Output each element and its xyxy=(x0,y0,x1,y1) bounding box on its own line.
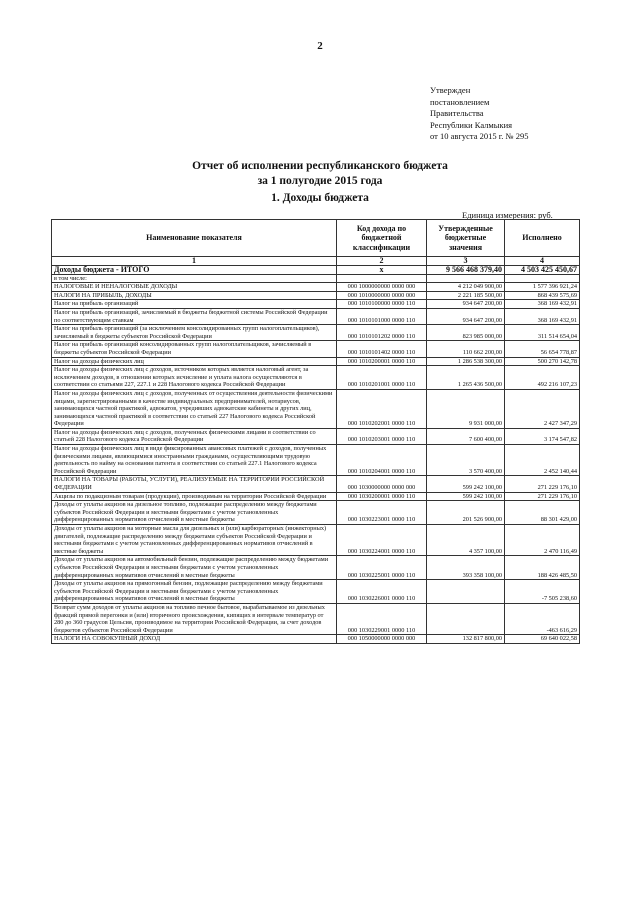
row-approved: 4 212 049 900,00 xyxy=(427,283,505,292)
row-executed: 271 229 176,10 xyxy=(505,492,580,501)
header-code: Код дохода по бюджетной классификации xyxy=(337,220,427,257)
row-name: Налог на доходы физических лиц в виде фиксированных авансовых платежей с доходов, полученных физическими лицами, являющимися иностранными гражданами, осуществляющими трудовую деятельность по найму на основании патента в соответствии со статьей 227.1 Налогового кодекса Российской Федерации xyxy=(52,445,337,476)
row-name: НАЛОГИ НА СОВОКУПНЫЙ ДОХОД xyxy=(52,635,337,644)
row-approved: 9 931 000,00 xyxy=(427,389,505,428)
row-code: 000 1010202001 0000 110 xyxy=(337,389,427,428)
row-executed: 2 470 116,49 xyxy=(505,525,580,556)
row-approved xyxy=(427,580,505,604)
page-number: 2 xyxy=(317,40,323,52)
row-executed: 3 174 547,82 xyxy=(505,428,580,444)
row-name: Доходы от уплаты акцизов на автомобильный бензин, подлежащие распределению между бюджетами субъектов Российской Федерации и местными бюджетами с учетом установленных дифференцированных нормативов отчислений в местные бюджеты xyxy=(52,556,337,580)
table-row xyxy=(52,300,580,309)
row-code: 000 1010101202 0000 110 xyxy=(337,325,427,341)
row-name: НАЛОГИ НА ПРИБЫЛЬ, ДОХОДЫ xyxy=(52,291,337,300)
row-code: 000 1010101000 0000 110 xyxy=(337,308,427,324)
row-code: 000 1030225001 0000 110 xyxy=(337,556,427,580)
table-row xyxy=(52,308,580,324)
approval-block xyxy=(430,85,529,143)
row-approved: 599 242 100,00 xyxy=(427,476,505,492)
row-name: Акцизы по подакцизным товарам (продукции), производимым на территории Российской Федерации xyxy=(52,492,337,501)
table-row xyxy=(52,366,580,390)
row-code: 000 1010203001 0000 110 xyxy=(337,428,427,444)
table-row xyxy=(52,603,580,634)
table-row xyxy=(52,428,580,444)
row-name: Возврат сумм доходов от уплаты акцизов на топливо печное бытовое, вырабатываемое из дизельных фракций прямой перегонки и (или) вторичного происхождения, кипящих в интервале температур от 280 до 360 градусов Цельсия, производимое на территории Российской Федерации, за счет доходов бюджетов субъектов Российской Федерации xyxy=(52,603,337,634)
table-row xyxy=(52,445,580,476)
row-name: Налог на прибыль организаций, зачисляемый в бюджеты бюджетной системы Российской Федерации по соответствующим ставкам xyxy=(52,308,337,324)
row-executed: 188 426 485,50 xyxy=(505,556,580,580)
row-code: 000 1030226001 0000 110 xyxy=(337,580,427,604)
row-name: Доходы от уплаты акцизов на дизельное топливо, подлежащие распределению между бюджетами субъектов Российской Федерации и местными бюджетами с учетом установленных дифференцированных нормативов отчислений в местные бюджеты xyxy=(52,501,337,525)
row-executed: 500 270 142,78 xyxy=(505,357,580,366)
row-name: Доходы от уплаты акцизов на моторные масла для дизельных и (или) карбюраторных (инжекторных) двигателей, подлежащие распределению между бюджетами субъектов Российской Федерации и местными бюджетами с учетом установленных дифференцированных нормативов отчислений в местные бюджеты xyxy=(52,525,337,556)
row-code: 000 1010000000 0000 000 xyxy=(337,291,427,300)
row-approved: 4 357 100,00 xyxy=(427,525,505,556)
row-approved: 1 286 538 300,00 xyxy=(427,357,505,366)
header-name: Наименование показателя xyxy=(52,220,337,257)
row-name: Налог на прибыль организаций (за исключением консолидированных групп налогоплательщиков), зачисляемый в бюджеты субъектов Российской Федерации xyxy=(52,325,337,341)
row-executed: 88 301 429,00 xyxy=(505,501,580,525)
row-code: 000 1010201001 0000 110 xyxy=(337,366,427,390)
approval-line: от 10 августа 2015 г. № 295 xyxy=(430,131,529,141)
row-approved: 934 647 200,00 xyxy=(427,300,505,309)
row-name: Налог на прибыль организаций консолидированных групп налогоплательщиков, зачисляемый в бюджеты субъектов Российской Федерации xyxy=(52,341,337,357)
row-executed: 868 439 575,69 xyxy=(505,291,580,300)
table-row xyxy=(52,476,580,492)
col-number: 1 xyxy=(52,257,337,266)
table-row xyxy=(52,525,580,556)
row-code: 000 1030224001 0000 110 xyxy=(337,525,427,556)
row-executed: -7 505 238,60 xyxy=(505,580,580,604)
col-number: 2 xyxy=(337,257,427,266)
row-executed: 492 216 107,23 xyxy=(505,366,580,390)
row-name: Доходы бюджета - ИТОГО xyxy=(52,266,337,275)
table-row xyxy=(52,291,580,300)
row-approved xyxy=(427,274,505,283)
row-name: Налог на доходы физических лиц с доходов, источником которых является налоговый агент, за исключением доходов, в отношении которых исчисление и уплата налога осуществляются в соответствии со статьями 227, 227.1 и 228 Налогового кодекса Российской Федерации xyxy=(52,366,337,390)
row-name: Налог на доходы физических лиц xyxy=(52,357,337,366)
row-approved: 934 647 200,00 xyxy=(427,308,505,324)
table-row xyxy=(52,389,580,428)
row-executed: 69 640 022,58 xyxy=(505,635,580,644)
row-executed: 271 229 176,10 xyxy=(505,476,580,492)
table-row xyxy=(52,580,580,604)
approval-line: Правительства xyxy=(430,108,484,118)
row-approved: 393 358 100,00 xyxy=(427,556,505,580)
row-executed: 2 427 347,29 xyxy=(505,389,580,428)
table-row xyxy=(52,357,580,366)
row-name: Налог на доходы физических лиц с доходов, полученных от осуществления деятельности физическими лицами, зарегистрированными в качестве индивидуальных предпринимателей, нотариусов, занимающихся частной практикой, адвокатов, учредивших адвокатские кабинеты и других лиц, занимающихся частной практикой в соответствии со статьей 227 Налогового кодекса Российской Федерации xyxy=(52,389,337,428)
row-approved: 3 570 400,00 xyxy=(427,445,505,476)
budget-table xyxy=(51,219,580,644)
row-executed: 2 452 140,44 xyxy=(505,445,580,476)
row-approved: 1 265 436 500,00 xyxy=(427,366,505,390)
row-code: 000 1010200001 0000 110 xyxy=(337,357,427,366)
table-row xyxy=(52,274,580,283)
row-code: 000 1030000000 0000 000 xyxy=(337,476,427,492)
report-title: Отчет об исполнении республиканского бюджета xyxy=(192,160,448,172)
row-code: 000 1030229001 0000 110 xyxy=(337,603,427,634)
approval-line: Республики Калмыкия xyxy=(430,119,513,130)
col-number: 3 xyxy=(427,257,505,266)
row-code: 000 1000000000 0000 000 xyxy=(337,283,427,292)
row-approved: 201 526 900,00 xyxy=(427,501,505,525)
row-approved xyxy=(427,603,505,634)
header-executed: Исполнено xyxy=(505,220,580,257)
row-code: x xyxy=(337,266,427,275)
row-executed: 311 514 654,04 xyxy=(505,325,580,341)
row-code: 000 1010204001 0000 110 xyxy=(337,445,427,476)
row-executed: -463 616,29 xyxy=(505,603,580,634)
row-code: 000 1050000000 0000 000 xyxy=(337,635,427,644)
row-approved: 110 662 200,00 xyxy=(427,341,505,357)
row-executed: 4 503 425 450,67 xyxy=(505,266,580,275)
row-executed: 56 654 778,87 xyxy=(505,341,580,357)
col-number: 4 xyxy=(505,257,580,266)
approval-line: Утвержден xyxy=(430,85,471,95)
unit-label: Единица измерения: руб. xyxy=(462,210,553,220)
row-approved: 9 566 468 379,40 xyxy=(427,266,505,275)
row-name: Налог на доходы физических лиц с доходов, полученных физическими лицами в соответствии со статьей 228 Налогового кодекса Российской Федерации xyxy=(52,428,337,444)
row-executed: 1 577 396 921,24 xyxy=(505,283,580,292)
table-row xyxy=(52,501,580,525)
row-code: 000 1010100000 0000 110 xyxy=(337,300,427,309)
table-row xyxy=(52,325,580,341)
row-name: в том числе: xyxy=(52,274,337,283)
section-title: 1. Доходы бюджета xyxy=(271,192,369,204)
row-executed: 368 169 432,91 xyxy=(505,308,580,324)
row-executed xyxy=(505,274,580,283)
row-code: 000 1030200001 0000 110 xyxy=(337,492,427,501)
table-row xyxy=(52,341,580,357)
row-approved: 599 242 100,00 xyxy=(427,492,505,501)
row-approved: 823 985 000,00 xyxy=(427,325,505,341)
report-period: за 1 полугодие 2015 года xyxy=(257,175,383,187)
row-name: НАЛОГИ НА ТОВАРЫ (РАБОТЫ, УСЛУГИ), РЕАЛИЗУЕМЫЕ НА ТЕРРИТОРИИ РОССИЙСКОЙ ФЕДЕРАЦИИ xyxy=(52,476,337,492)
row-executed: 368 169 432,91 xyxy=(505,300,580,309)
header-approved: Утвержденные бюджетные значения xyxy=(427,220,505,257)
table-row xyxy=(52,635,580,644)
row-approved: 7 600 400,00 xyxy=(427,428,505,444)
row-name: Налог на прибыль организаций xyxy=(52,300,337,309)
table-row xyxy=(52,266,580,275)
table-row xyxy=(52,492,580,501)
table-row xyxy=(52,556,580,580)
row-approved: 2 221 185 500,00 xyxy=(427,291,505,300)
approval-line: постановлением xyxy=(430,96,490,107)
row-code xyxy=(337,274,427,283)
row-name: Доходы от уплаты акцизов на прямогонный бензин, подлежащие распределению между бюджетами субъектов Российской Федерации и местными бюджетами с учетом установленных дифференцированных нормативов отчислений в местные бюджеты xyxy=(52,580,337,604)
row-code: 000 1030223001 0000 110 xyxy=(337,501,427,525)
row-code: 000 1010101402 0000 110 xyxy=(337,341,427,357)
row-name: НАЛОГОВЫЕ И НЕНАЛОГОВЫЕ ДОХОДЫ xyxy=(52,283,337,292)
table-row xyxy=(52,283,580,292)
row-approved: 132 817 800,00 xyxy=(427,635,505,644)
